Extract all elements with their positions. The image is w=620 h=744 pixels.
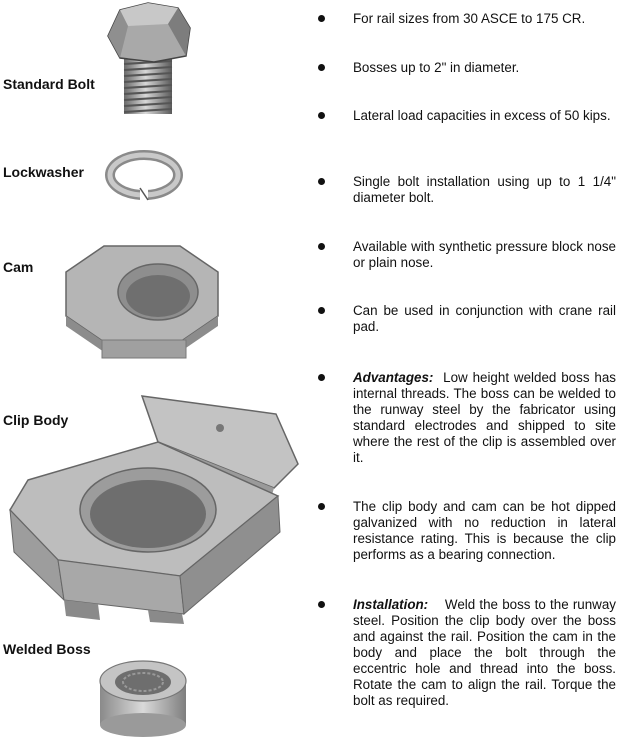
label-standard-bolt: Standard Bolt	[3, 76, 95, 92]
advantages-lead: Advantages:	[353, 370, 434, 385]
list-item	[318, 303, 616, 335]
installation-text: Weld the boss to the runway steel. Position the clip body over the boss and against the rail. Position the cam in the body and place the bolt through the eccentric hole and thread into the boss. Rotate the cam to align the rail. Torque the bolt as required.	[353, 597, 616, 708]
bullet-dot-icon	[318, 307, 325, 314]
feature-list	[318, 0, 618, 744]
clip-body-image	[8, 392, 304, 624]
bullet-text	[353, 370, 616, 466]
label-clip-body: Clip Body	[3, 412, 69, 428]
list-item-installation	[318, 597, 616, 709]
installation-lead: Installation:	[353, 597, 429, 612]
welded-boss-image	[96, 655, 190, 739]
bullet-dot-icon	[318, 374, 325, 381]
bullet-dot-icon	[318, 243, 325, 250]
label-cam: Cam	[3, 259, 34, 275]
bullet-dot-icon	[318, 503, 325, 510]
bullet-dot-icon	[318, 178, 325, 185]
list-item	[318, 108, 616, 124]
bullet-dot-icon	[318, 64, 325, 71]
label-welded-boss: Welded Boss	[3, 641, 91, 657]
list-item	[318, 11, 616, 27]
bullet-dot-icon	[318, 15, 325, 22]
bullet-text: Can be used in conjunction with crane rail pad.	[353, 303, 616, 334]
bullet-text: Bosses up to 2" in diameter.	[353, 60, 520, 75]
list-item	[318, 239, 616, 271]
cam-image	[62, 244, 222, 362]
label-lockwasher: Lockwasher	[3, 164, 84, 180]
list-item	[318, 60, 616, 76]
list-item-advantages	[318, 370, 616, 466]
bullet-text: Lateral load capacities in excess of 50 kips.	[353, 108, 611, 123]
bullet-dot-icon	[318, 112, 325, 119]
lockwasher-image	[104, 148, 184, 206]
bullet-text: Available with synthetic pressure block nose or plain nose.	[353, 239, 616, 270]
list-item	[318, 174, 616, 206]
bullet-text	[353, 597, 616, 709]
advantages-text: Low height welded boss has internal threads. The boss can be welded to the runway steel by the fabricator using standard electrodes and shipped to site where the rest of the clip is assembled over it.	[353, 370, 616, 465]
list-item	[318, 499, 616, 563]
bullet-text: Single bolt installation using up to 1 1/4" diameter bolt.	[353, 174, 616, 205]
bullet-dot-icon	[318, 601, 325, 608]
bullet-text: For rail sizes from 30 ASCE to 175 CR.	[353, 11, 586, 26]
standard-bolt-image	[98, 2, 198, 120]
bullet-text: The clip body and cam can be hot dipped galvanized with no reduction in lateral resistance rating. This is because the clip performs as a bearing connection.	[353, 499, 616, 562]
